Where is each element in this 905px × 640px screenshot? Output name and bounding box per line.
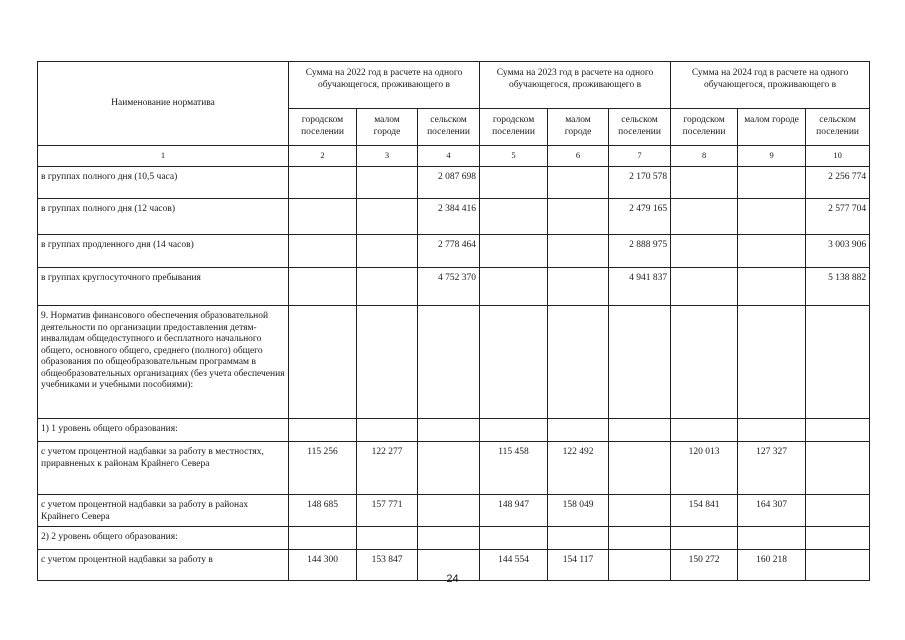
cell bbox=[671, 167, 738, 199]
page-number: 24 bbox=[446, 573, 459, 585]
header-sub-urban: городском поселении bbox=[671, 109, 738, 146]
table-row bbox=[38, 419, 870, 442]
header-sub-small-town: малом городе bbox=[357, 109, 418, 146]
cell: 2 170 578 bbox=[609, 167, 671, 199]
cell bbox=[480, 268, 548, 306]
cell bbox=[418, 306, 480, 419]
cell: 150 272 bbox=[671, 550, 738, 581]
cell bbox=[548, 268, 609, 306]
cell bbox=[418, 419, 480, 442]
cell bbox=[480, 306, 548, 419]
cell: 122 492 bbox=[548, 442, 609, 495]
cell bbox=[738, 199, 806, 235]
cell: 158 049 bbox=[548, 495, 609, 527]
cell bbox=[548, 199, 609, 235]
cell: 2 577 704 bbox=[806, 199, 870, 235]
cell: 2 087 698 bbox=[418, 167, 480, 199]
cell bbox=[806, 495, 870, 527]
cell: 160 218 bbox=[738, 550, 806, 581]
cell bbox=[671, 527, 738, 550]
cell bbox=[289, 235, 357, 268]
cell bbox=[357, 199, 418, 235]
cell bbox=[609, 495, 671, 527]
cell: 122 277 bbox=[357, 442, 418, 495]
table-row bbox=[38, 199, 870, 235]
cell bbox=[480, 199, 548, 235]
cell bbox=[480, 527, 548, 550]
cell bbox=[738, 268, 806, 306]
cell: 3 003 906 bbox=[806, 235, 870, 268]
cell: 4 752 370 bbox=[418, 268, 480, 306]
cell: 5 138 882 bbox=[806, 268, 870, 306]
header-group-2023: Сумма на 2023 год в расчете на одного обучающегося, проживающего в bbox=[480, 62, 671, 109]
table-row bbox=[38, 495, 870, 527]
row-label: в группах продленного дня (14 часов) bbox=[38, 235, 289, 268]
column-number: 4 bbox=[418, 146, 480, 167]
row-label: в группах полного дня (10,5 часа) bbox=[38, 167, 289, 199]
column-number: 3 bbox=[357, 146, 418, 167]
cell bbox=[289, 419, 357, 442]
cell bbox=[609, 442, 671, 495]
cell bbox=[738, 527, 806, 550]
header-sub-rural: сельском поселении bbox=[609, 109, 671, 146]
header-group-2024: Сумма на 2024 год в расчете на одного обучающегося, проживающего в bbox=[671, 62, 870, 109]
column-number: 10 bbox=[806, 146, 870, 167]
cell bbox=[671, 306, 738, 419]
cell bbox=[806, 527, 870, 550]
cell bbox=[289, 268, 357, 306]
cell bbox=[357, 268, 418, 306]
cell: 153 847 bbox=[357, 550, 418, 581]
cell bbox=[357, 235, 418, 268]
cell bbox=[418, 442, 480, 495]
cell bbox=[738, 167, 806, 199]
cell bbox=[289, 306, 357, 419]
cell bbox=[738, 235, 806, 268]
header-sub-small-town: малом городе bbox=[738, 109, 806, 146]
norms-table bbox=[37, 61, 870, 581]
cell bbox=[480, 235, 548, 268]
header-sub-rural: сельском поселении bbox=[418, 109, 480, 146]
header-sub-rural: сельском поселении bbox=[806, 109, 870, 146]
cell bbox=[289, 167, 357, 199]
cell bbox=[418, 527, 480, 550]
cell bbox=[671, 199, 738, 235]
header-sub-urban: городском поселении bbox=[480, 109, 548, 146]
cell bbox=[609, 306, 671, 419]
table-row bbox=[38, 527, 870, 550]
cell: 148 947 bbox=[480, 495, 548, 527]
cell: 144 554 bbox=[480, 550, 548, 581]
cell bbox=[357, 167, 418, 199]
row-label: в группах круглосуточного пребывания bbox=[38, 268, 289, 306]
cell: 148 685 bbox=[289, 495, 357, 527]
cell: 115 458 bbox=[480, 442, 548, 495]
cell bbox=[806, 442, 870, 495]
cell bbox=[738, 306, 806, 419]
column-number: 7 bbox=[609, 146, 671, 167]
header-group-2022: Сумма на 2022 год в расчете на одного обучающегося, проживающего в bbox=[289, 62, 480, 109]
column-number-row bbox=[38, 146, 870, 167]
header-sub-small-town: малом городе bbox=[548, 109, 609, 146]
cell: 2 888 975 bbox=[609, 235, 671, 268]
column-number: 5 bbox=[480, 146, 548, 167]
table-row bbox=[38, 167, 870, 199]
cell bbox=[357, 306, 418, 419]
cell bbox=[609, 527, 671, 550]
table-row bbox=[38, 306, 870, 419]
cell bbox=[480, 419, 548, 442]
row-label: в группах полного дня (12 часов) bbox=[38, 199, 289, 235]
cell: 154 841 bbox=[671, 495, 738, 527]
cell bbox=[418, 495, 480, 527]
cell: 2 384 416 bbox=[418, 199, 480, 235]
column-number: 1 bbox=[38, 146, 289, 167]
column-number: 2 bbox=[289, 146, 357, 167]
row-label: с учетом процентной надбавки за работу в bbox=[38, 550, 289, 581]
cell bbox=[548, 167, 609, 199]
cell: 144 300 bbox=[289, 550, 357, 581]
cell bbox=[671, 268, 738, 306]
cell bbox=[548, 306, 609, 419]
cell bbox=[806, 306, 870, 419]
cell bbox=[671, 419, 738, 442]
cell bbox=[609, 419, 671, 442]
cell bbox=[548, 419, 609, 442]
cell bbox=[357, 527, 418, 550]
column-number: 9 bbox=[738, 146, 806, 167]
cell bbox=[357, 419, 418, 442]
table-row bbox=[38, 235, 870, 268]
row-label: 9. Норматив финансового обеспечения образовательной деятельности по организации предоставления детям-инвалидам общедоступного и бесплатного начального общего, основного общего, среднего (полного) общего образования по общеобразовательным программам в общеобразовательных организациях (без учета обеспечения учебниками и учебными пособиями): bbox=[38, 306, 289, 419]
cell: 154 117 bbox=[548, 550, 609, 581]
cell bbox=[738, 419, 806, 442]
column-number: 8 bbox=[671, 146, 738, 167]
header-sub-urban: городском поселении bbox=[289, 109, 357, 146]
cell bbox=[548, 527, 609, 550]
row-label: 1) 1 уровень общего образования: bbox=[38, 419, 289, 442]
column-number: 6 bbox=[548, 146, 609, 167]
table-row bbox=[38, 268, 870, 306]
cell: 157 771 bbox=[357, 495, 418, 527]
cell: 127 327 bbox=[738, 442, 806, 495]
cell bbox=[671, 235, 738, 268]
cell: 2 479 165 bbox=[609, 199, 671, 235]
row-label: с учетом процентной надбавки за работу в местностях, приравненых к районам Крайнего Севера bbox=[38, 442, 289, 495]
row-label: с учетом процентной надбавки за работу в районах Крайнего Севера bbox=[38, 495, 289, 527]
cell: 2 778 464 bbox=[418, 235, 480, 268]
row-label: 2) 2 уровень общего образования: bbox=[38, 527, 289, 550]
cell bbox=[289, 527, 357, 550]
table-row bbox=[38, 442, 870, 495]
cell: 164 307 bbox=[738, 495, 806, 527]
cell: 2 256 774 bbox=[806, 167, 870, 199]
cell bbox=[548, 235, 609, 268]
cell: 115 256 bbox=[289, 442, 357, 495]
cell: 4 941 837 bbox=[609, 268, 671, 306]
cell bbox=[289, 199, 357, 235]
header-row-groups bbox=[38, 62, 870, 109]
cell bbox=[480, 167, 548, 199]
cell bbox=[806, 419, 870, 442]
cell: 120 013 bbox=[671, 442, 738, 495]
header-name-col: Наименование норматива bbox=[38, 62, 289, 146]
